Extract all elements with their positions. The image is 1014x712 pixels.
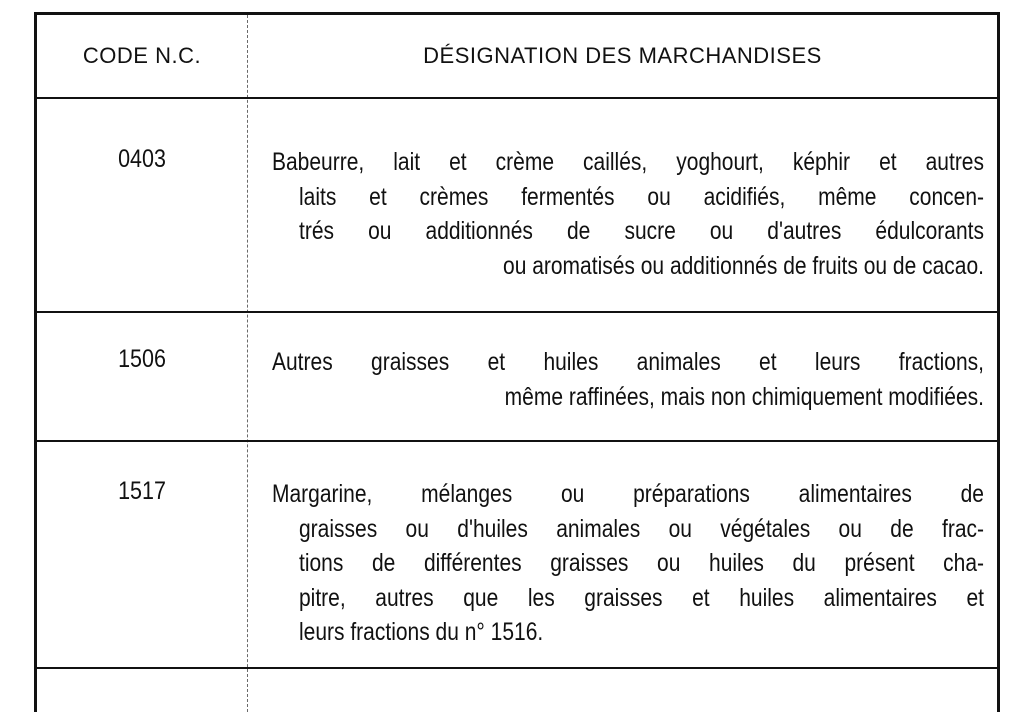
designation-line: pitre, autres que les graisses et huiles alimentaires et — [299, 583, 984, 612]
row-code: 1506 — [118, 345, 166, 373]
row-rule — [37, 440, 997, 442]
designation-line: tions de différentes graisses ou huiles du présent cha- — [299, 549, 984, 577]
row-rule — [37, 311, 997, 313]
row-code: 0403 — [118, 145, 166, 173]
designation-line: laits et crèmes fermentés ou acidifiés, même concen- — [299, 182, 984, 211]
row-designation — [272, 477, 984, 650]
designation-line: leurs fractions du n° 1516. — [299, 618, 544, 646]
row-designation — [272, 345, 984, 414]
designation-line: ou aromatisés ou additionnés de fruits ou de cacao. — [503, 251, 984, 280]
designation-line: trés ou additionnés de sucre ou d'autres édulcorants — [299, 217, 984, 245]
tariff-table — [34, 12, 1000, 712]
designation-line: Margarine, mélanges ou préparations alimentaires de — [272, 480, 984, 508]
designation-line: graisses ou d'huiles animales ou végétales ou de frac- — [299, 514, 984, 543]
column-divider — [247, 15, 248, 712]
header-code: CODE N.C. — [82, 43, 202, 68]
designation-line: même raffinées, mais non chimiquement modifiées. — [504, 382, 984, 411]
header-rule — [37, 97, 997, 99]
row-designation — [272, 145, 984, 283]
header-designation: DÉSIGNATION DES MARCHANDISES — [423, 43, 822, 68]
designation-line: Autres graisses et huiles animales et leurs fractions, — [272, 348, 984, 376]
row-rule — [37, 667, 997, 669]
designation-line: Babeurre, lait et crème caillés, yoghourt, képhir et autres — [272, 148, 984, 176]
row-code: 1517 — [118, 477, 166, 505]
